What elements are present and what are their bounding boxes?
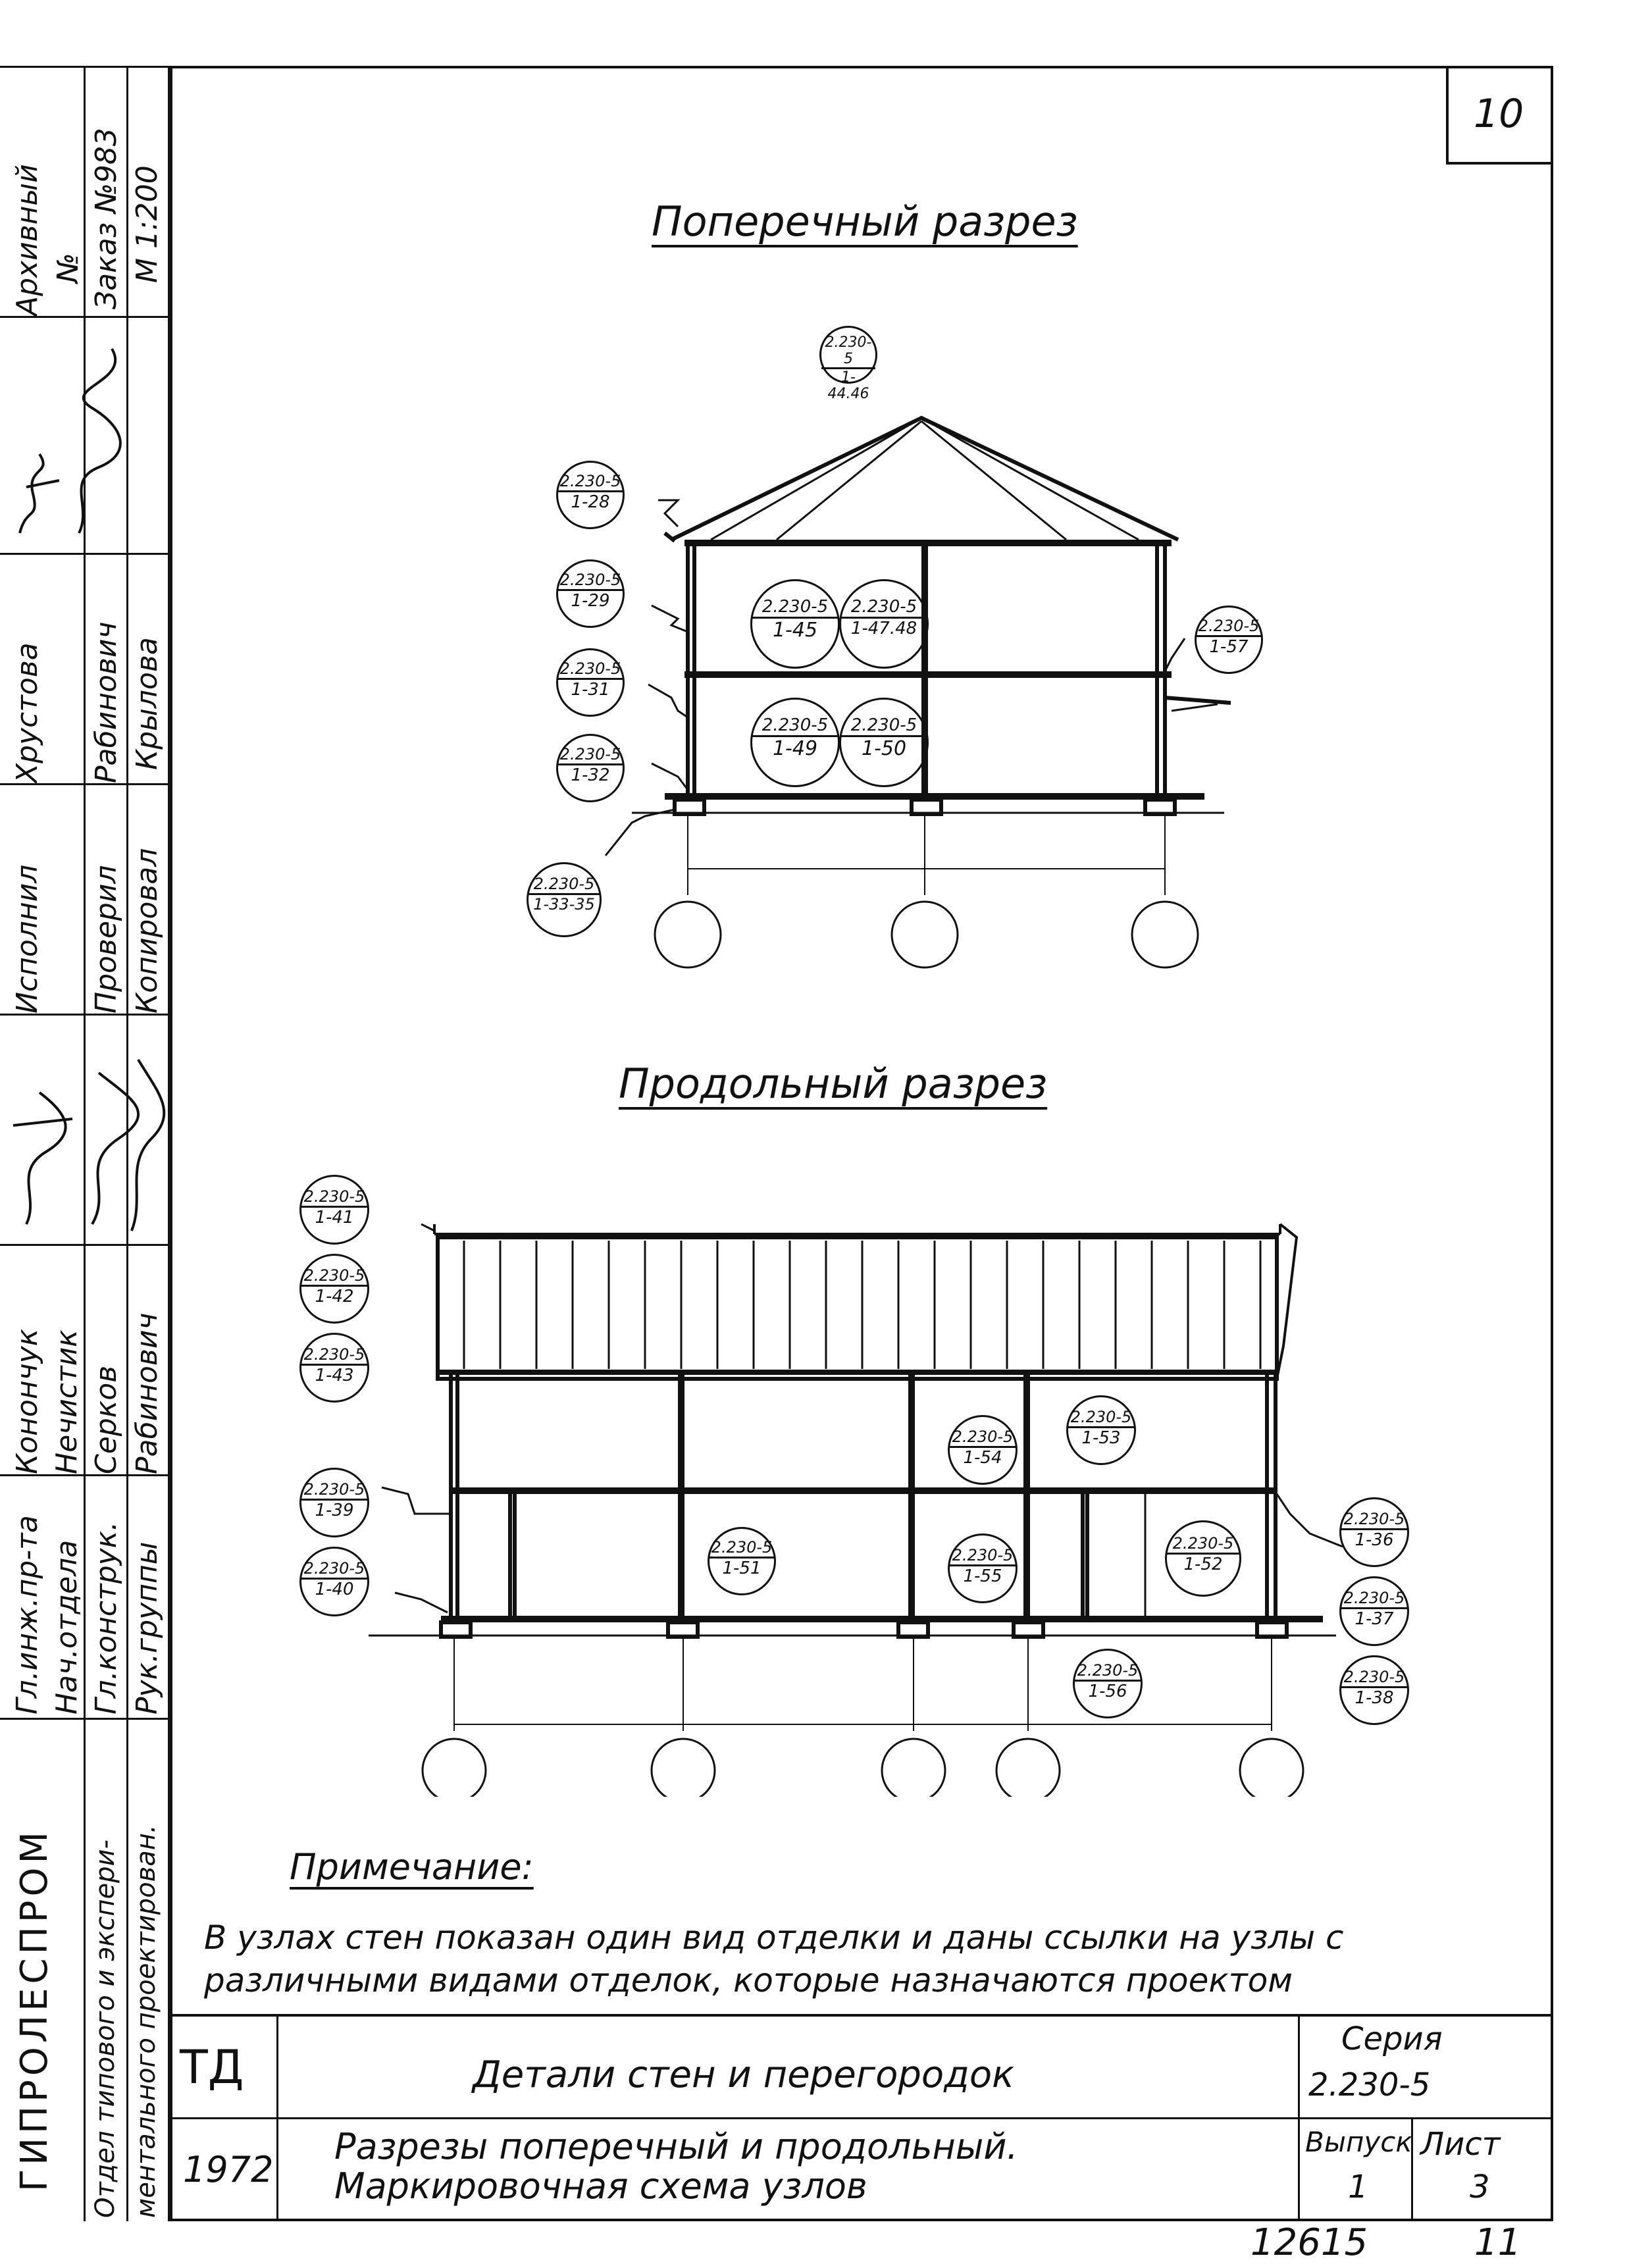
callout-long-4 [299, 1468, 369, 1537]
callout-long-13 [1339, 1576, 1409, 1646]
note-line-1: В узлах стен показан один вид отделки и даны ссылки на узлы с [204, 1919, 1344, 1957]
callout-cross-7-bottom: 1-45 [772, 619, 818, 642]
callout-long-11-bottom: 1-56 [1088, 1682, 1127, 1701]
callout-long-11-top: 2.230-5 [1075, 1661, 1141, 1682]
callout-long-1 [299, 1175, 369, 1245]
callout-long-4-bottom: 1-39 [315, 1501, 354, 1520]
longitudinal-section-drawing [369, 1204, 1356, 1797]
callout-long-14 [1339, 1655, 1409, 1725]
name-copier: Крылова [130, 637, 164, 770]
role-4: Рук.группы [130, 1541, 164, 1714]
callout-cross-1-bottom: 1-44.46 [827, 369, 869, 402]
note-line-2: различными видами отделок, которые назначаются проектом [204, 1961, 1293, 1999]
callout-cross-1 [819, 326, 877, 402]
callout-cross-7-top: 2.230-5 [752, 597, 838, 619]
callout-cross-5-bottom: 1-32 [571, 765, 610, 785]
callout-long-2-top: 2.230-5 [301, 1266, 367, 1287]
callout-cross-8-top: 2.230-5 [841, 597, 927, 619]
callout-long-10-bottom: 1-52 [1183, 1555, 1223, 1574]
callout-cross-11-top: 2.230-5 [1197, 617, 1261, 637]
callout-long-8-top: 2.230-5 [1068, 1408, 1134, 1428]
callout-cross-11-bottom: 1-57 [1209, 637, 1249, 657]
callout-long-5 [299, 1547, 369, 1616]
sheet-value: 3 [1470, 2169, 1490, 2205]
callout-cross-11 [1195, 606, 1263, 674]
callout-long-11 [1073, 1649, 1143, 1718]
role-1: Гл.инж.пр-та [11, 1515, 44, 1714]
callout-long-1-bottom: 1-41 [315, 1208, 354, 1227]
callout-long-5-top: 2.230-5 [301, 1559, 367, 1580]
callout-cross-10-top: 2.230-5 [841, 715, 927, 737]
note-heading: Примечание: [290, 1846, 534, 1888]
title-block [170, 2014, 1553, 2221]
name-checker: Рабинович [90, 621, 123, 783]
callout-long-10 [1165, 1520, 1241, 1597]
callout-cross-1-top: 2.230-5 [821, 334, 875, 369]
callout-long-12-top: 2.230-5 [1341, 1510, 1407, 1530]
issue-label: Выпуск [1305, 2126, 1412, 2158]
callout-long-2-bottom: 1-42 [315, 1287, 354, 1306]
dept-line2: ментального проектирован. [131, 1824, 161, 2218]
callout-long-6-top: 2.230-5 [709, 1538, 774, 1559]
callout-long-14-bottom: 1-38 [1354, 1688, 1394, 1708]
role-name-2: Нечистик [50, 1329, 84, 1474]
callout-cross-9-top: 2.230-5 [752, 715, 838, 737]
callout-cross-5 [556, 734, 625, 802]
issue-value: 1 [1348, 2169, 1368, 2205]
callout-cross-6-bottom: 1-33-35 [533, 895, 595, 914]
dept-line1: Отдел типового и экспери- [90, 1840, 120, 2218]
callout-long-3-bottom: 1-43 [315, 1366, 354, 1385]
callout-long-8-bottom: 1-53 [1081, 1428, 1121, 1448]
series-value: 2.230-5 [1308, 2067, 1431, 2103]
callout-long-3 [299, 1333, 369, 1403]
callout-long-13-top: 2.230-5 [1341, 1589, 1407, 1609]
callout-cross-4 [556, 648, 625, 717]
callout-long-9 [948, 1533, 1018, 1603]
callout-cross-2 [556, 461, 625, 529]
callout-cross-10-bottom: 1-50 [861, 737, 907, 760]
callout-cross-3-top: 2.230-5 [558, 571, 623, 591]
role-copier: Копировал [130, 848, 164, 1014]
callout-long-7 [948, 1415, 1018, 1485]
role-2: Нач.отдела [50, 1539, 84, 1714]
order-label: Заказ №983 [90, 128, 123, 309]
left-stamp-strip [0, 66, 170, 2221]
callout-cross-6-top: 2.230-5 [529, 875, 600, 895]
callout-long-3-top: 2.230-5 [301, 1345, 367, 1366]
callout-long-9-top: 2.230-5 [950, 1546, 1016, 1566]
callout-long-5-bottom: 1-40 [315, 1580, 354, 1599]
callout-long-14-top: 2.230-5 [1341, 1668, 1407, 1688]
signature-area-1 [0, 322, 170, 546]
order-number: 12615 [1251, 2221, 1368, 2264]
callout-long-9-bottom: 1-55 [963, 1566, 1002, 1586]
org-name: ГИПРОЛЕСПРОМ [13, 1828, 56, 2192]
callout-cross-3 [556, 559, 625, 628]
title-subtitle-2: Маркировочная схема узлов [334, 2165, 867, 2207]
callout-cross-8 [839, 579, 929, 669]
role-name-3: Серков [90, 1365, 123, 1474]
callout-cross-2-top: 2.230-5 [558, 472, 623, 492]
callout-cross-4-top: 2.230-5 [558, 659, 623, 680]
callout-cross-2-bottom: 1-28 [571, 492, 610, 512]
callout-cross-4-bottom: 1-31 [571, 680, 610, 700]
callout-long-10-top: 2.230-5 [1167, 1534, 1239, 1555]
signature-area-2 [0, 1020, 170, 1237]
archive-label: Архивный [11, 164, 44, 316]
callout-long-1-top: 2.230-5 [301, 1187, 367, 1208]
callout-cross-8-bottom: 1-47.48 [850, 619, 917, 638]
callout-long-7-bottom: 1-54 [963, 1448, 1002, 1468]
role-3: Гл.конструк. [90, 1521, 123, 1714]
role-executor: Исполнил [11, 864, 44, 1014]
title-year: 1972 [183, 2149, 274, 2190]
role-name-1: Конончук [11, 1328, 44, 1474]
longitudinal-section-title: Продольный разрез [619, 1060, 1048, 1108]
callout-long-4-top: 2.230-5 [301, 1480, 367, 1501]
scale-label: М 1:200 [130, 165, 164, 283]
callout-cross-5-top: 2.230-5 [558, 745, 623, 765]
callout-cross-3-bottom: 1-29 [571, 591, 610, 611]
name-executor: Хрустова [11, 642, 44, 783]
sheet-number: 10 [1474, 91, 1524, 137]
callout-cross-9-bottom: 1-49 [772, 737, 818, 760]
callout-long-12 [1339, 1497, 1409, 1567]
callout-long-6-bottom: 1-51 [722, 1559, 761, 1578]
page-number: 11 [1474, 2221, 1522, 2264]
callout-long-6 [708, 1527, 776, 1595]
callout-cross-6 [527, 862, 602, 937]
series-label: Серия [1341, 2021, 1443, 2057]
role-checker: Проверил [90, 865, 123, 1014]
callout-cross-10 [839, 698, 929, 787]
callout-cross-7 [750, 579, 840, 669]
role-name-4: Рабинович [130, 1312, 164, 1474]
title-main: Детали стен и перегородок [473, 2053, 1014, 2096]
archive-number-label: № [51, 253, 85, 283]
sheet-label: Лист [1420, 2126, 1501, 2163]
title-subtitle-1: Разрезы поперечный и продольный. [334, 2126, 1018, 2167]
callout-long-12-bottom: 1-36 [1354, 1530, 1394, 1550]
callout-long-8 [1066, 1395, 1136, 1465]
title-code: ТД [180, 2040, 244, 2094]
cross-section-title: Поперечный разрез [652, 197, 1078, 245]
callout-long-7-top: 2.230-5 [950, 1428, 1016, 1448]
callout-long-13-bottom: 1-37 [1354, 1609, 1394, 1629]
callout-long-2 [299, 1254, 369, 1324]
callout-cross-9 [750, 698, 840, 787]
